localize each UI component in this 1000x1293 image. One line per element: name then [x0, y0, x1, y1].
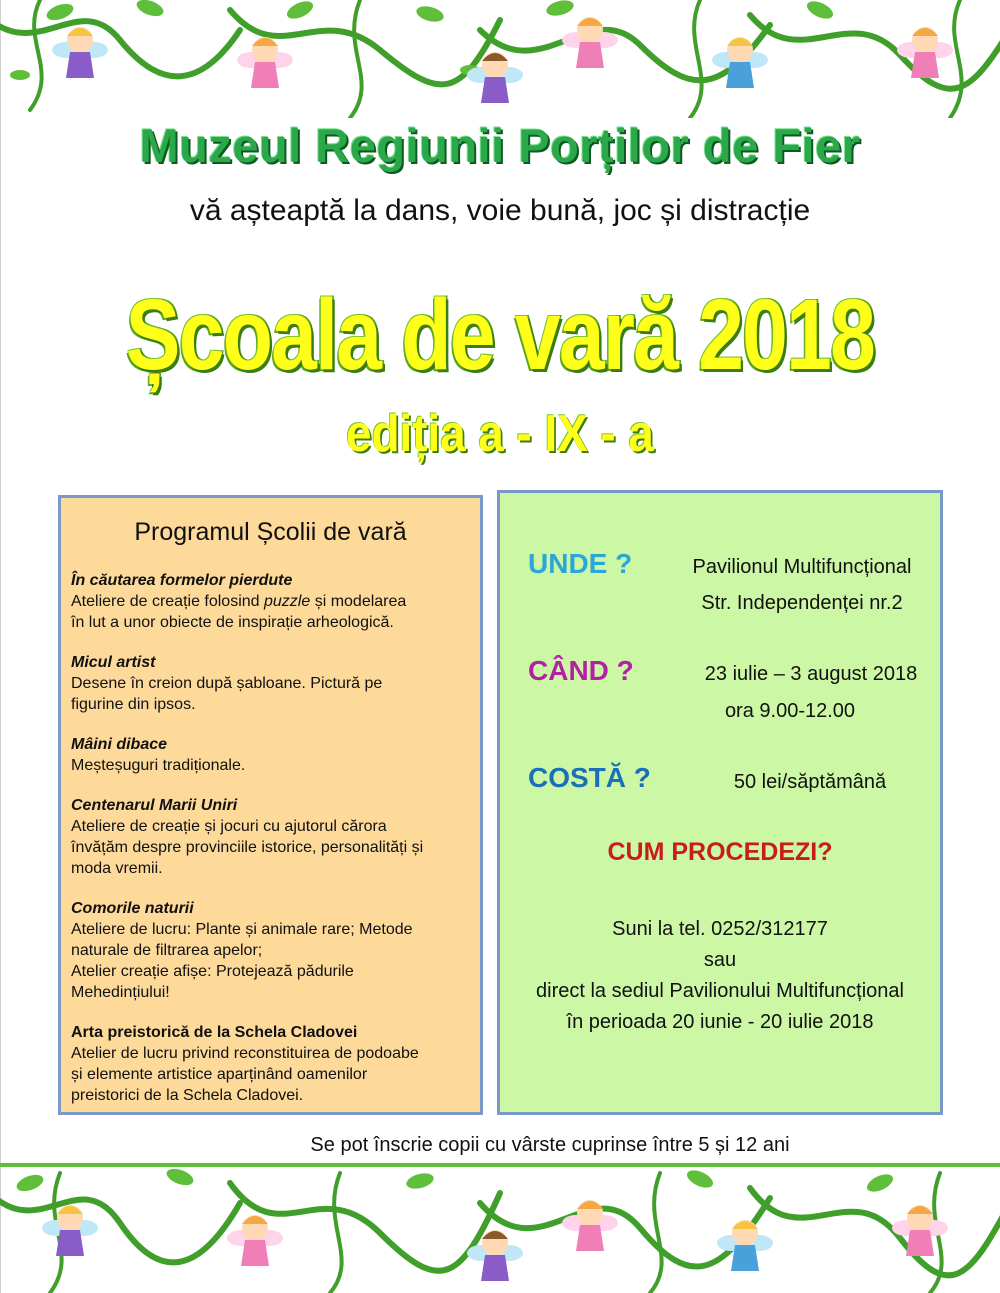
fairy-figures [52, 17, 953, 103]
program-item-description: Atelier creație afișe: Protejează pădurile [71, 963, 354, 980]
contact-info [497, 914, 943, 1038]
program-item-description: figurine din ipsos. [71, 696, 196, 713]
when-label: CÂND ? [528, 655, 634, 686]
program-item-description: în lut a unor obiecte de inspirație arheologică. [71, 614, 394, 631]
program-item [71, 1022, 476, 1106]
when-dates: 23 iulie – 3 august 2018 [704, 663, 918, 685]
museum-name-heading: Muzeul Regiunii Porților de Fier [139, 119, 861, 172]
cost-label: COSTĂ ? [528, 762, 651, 793]
age-eligibility-note: Se pot înscrie copii cu vârste cuprinse între 5 și 12 ani [310, 1134, 790, 1156]
desc-text: și modelarea [310, 593, 407, 610]
program-item-title: Arta preistorică de la Schela Cladovei [71, 1024, 358, 1041]
bottom-fairy-vine-decoration [0, 1163, 1000, 1293]
program-item-title: Comorile naturii [71, 900, 194, 917]
program-item-title: Micul artist [71, 654, 156, 671]
contact-location: direct la sediul Pavilionului Multifuncțional [536, 980, 904, 1002]
contact-phone: Suni la tel. 0252/312177 [612, 918, 828, 940]
vine [750, 1188, 1000, 1275]
program-item [71, 898, 476, 1003]
program-item-description: Desene în creion după șabloane. Pictură pe [71, 675, 383, 692]
program-heading: Programul Școlii de vară [134, 518, 407, 546]
desc-emphasis: puzzle [264, 593, 311, 610]
vine [330, 1173, 342, 1293]
program-item-description: naturale de filtrarea apelor; [71, 942, 263, 959]
program-item-description [71, 591, 476, 612]
edition-subtitle: ediția a - IX - a [346, 405, 654, 463]
program-item-title: În căutarea formelor pierdute [71, 572, 293, 589]
program-item [71, 570, 476, 633]
where-label: UNDE ? [528, 548, 633, 579]
program-item-description: Mehedințiului! [71, 984, 170, 1001]
program-item [71, 795, 476, 879]
program-item [71, 734, 476, 776]
vine [950, 0, 962, 118]
desc-text: Ateliere de creație folosind [71, 593, 264, 610]
tagline: vă așteaptă la dans, voie bună, joc și distracție [189, 194, 811, 227]
where-address: Str. Independenței nr.2 [701, 592, 903, 614]
program-item [71, 652, 476, 715]
program-item-description: Ateliere de creație și jocuri cu ajutorul cărora [71, 818, 387, 835]
program-item-title: Centenarul Marii Uniri [71, 797, 238, 814]
vine [230, 1183, 500, 1271]
where-location: Pavilionul Multifuncțional [692, 556, 912, 578]
vine [650, 1173, 662, 1293]
when-hours: ora 9.00-12.00 [724, 700, 856, 722]
program-item-title: Mâini dibace [71, 736, 168, 753]
vine [30, 0, 42, 110]
contact-period: în perioada 20 iunie - 20 iulie 2018 [566, 1011, 874, 1033]
fairy-figures [42, 1200, 948, 1281]
top-fairy-vine-decoration [0, 0, 1000, 118]
program-item-description: Ateliere de lucru: Plante și animale rare; Metode [71, 921, 413, 938]
vine [690, 0, 702, 118]
vine [0, 1193, 240, 1262]
program-item-description: moda vremii. [71, 860, 163, 877]
vine [480, 1198, 770, 1267]
program-item-description: Atelier de lucru privind reconstituirea de podoabe [71, 1045, 419, 1062]
program-item-description: Meșteșuguri tradiționale. [71, 757, 246, 774]
how-to-apply-heading: CUM PROCEDEZI? [607, 838, 833, 866]
cost-value: 50 lei/săptămână [733, 771, 887, 793]
program-item-description: preistorici de la Schela Cladovei. [71, 1087, 304, 1104]
contact-or: sau [703, 949, 737, 971]
event-title: Școala de vară 2018 [125, 279, 875, 391]
vine [350, 0, 362, 118]
program-item-description: învățăm despre provinciile istorice, personalități și [71, 839, 424, 856]
program-item-list [71, 570, 476, 1125]
program-item-description: și elemente artistice aparținând oamenilor [71, 1066, 368, 1083]
